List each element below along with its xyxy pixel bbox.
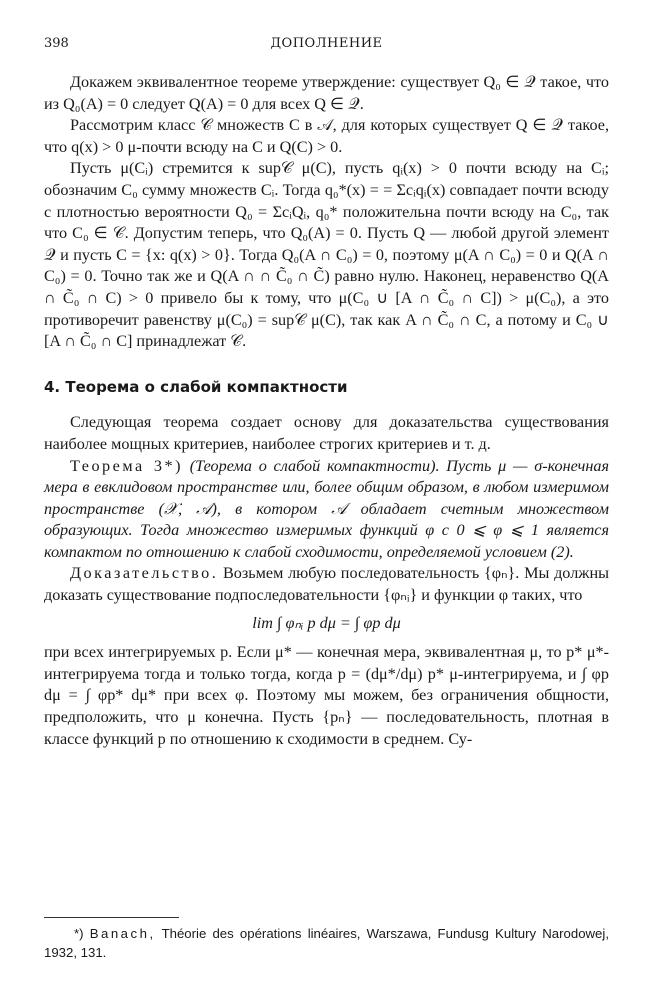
paragraph-2: Рассмотрим класс 𝒞 множеств C в 𝒜, для которых существует Q ∈ 𝒬 такое, что q(x) > 0 μ-почти всюду на C и Q(C) > 0. [44,116,609,156]
footnote-marker: *) [74,926,84,941]
main-text [44,72,609,750]
footnote-rule [44,917,179,918]
section-title: 4. Теорема о слабой компактности [44,377,348,396]
theorem-name: (Теорема о слабой компактности). [189,456,440,475]
footnote-text: Théorie des opérations linéaires, Warszawa, Fundusg Kultury Narodowej, 1932, 131. [44,926,609,960]
page-number: 398 [44,36,69,51]
footnote-author: Banach, [89,926,156,941]
proof-paragraph [44,563,609,606]
footnote [44,924,609,962]
proof-text: Возьмем любую последовательность {φₙ}. Мы должны доказать существование подпоследовательности {φₙᵢ} и функции φ таких, что [44,564,609,605]
paragraph-1: Докажем эквивалентное теореме утверждение: существует Q₀ ∈ 𝒬 такое, что из Q₀(A) = 0 следует Q(A) = 0 для всех Q ∈ 𝒬. [44,73,609,113]
paragraph-5: при всех интегрируемых p. Если μ* — конечная мера, эквивалентная μ, то p* μ*-интегрируема тогда и только тогда, когда p = (dμ*/dμ) p* μ-интегрируема, и ∫ φp dμ = ∫ φp* dμ* при всех φ. Поэтому мы можем, без ограничения общности, предположить, что μ конечна. Пусть {pₙ} — последовательность, плотная в классе функций p по отношению к сходимости в среднем. Су- [44,643,609,748]
theorem-label: Теорема 3*) [70,456,183,475]
display-equation: lim ∫ φₙᵢ p dμ = ∫ φp dμ [252,613,401,632]
paragraph-3: Пусть μ(Cᵢ) стремится к sup𝒞 μ(C), пусть qᵢ(x) > 0 почти всюду на Cᵢ; обозначим C₀ сумму множеств Cᵢ. Тогда q₀*(x) = = Σcᵢqᵢ(x) совпадает почти всюду с плотностью вероятности Q₀ = ΣcᵢQᵢ, q₀* положительна почти всюду на C₀, так что C₀ ∈ 𝒞. Допустим теперь, что Q₀(A) = 0. Пусть Q — любой другой элемент 𝒬 и пусть C = {x: q(x) > 0}. Тогда Q₀(A ∩ C₀) = 0, поэтому μ(A ∩ C₀) = 0 и Q(A ∩ C₀) = 0. Точно так же и Q(A ∩ ∩ C̃₀ ∩ C̃) равно нулю. Наконец, неравенство Q(A ∩ C̃₀ ∩ C) > 0 привело бы к тому, что μ(C₀ ∪ [A ∩ C̃₀ ∩ C]) > μ(C₀), а это противоречит равенству μ(C₀) = sup𝒞 μ(C), так как A ∩ C̃₀ ∩ C, а потому и C₀ ∪ [A ∩ C̃₀ ∩ C] принадлежат 𝒞. [44,159,609,351]
paragraph-4: Следующая теорема создает основу для доказательства существования наиболее мощных критериев, наиболее строгих критериев и т. д. [44,413,609,453]
page-header [44,36,609,56]
theorem-paragraph [44,456,609,564]
proof-label: Доказательство. [70,564,219,583]
running-title: ДОПОЛНЕНИЕ [270,36,383,51]
theorem-body: Пусть μ — σ-конечная мера в евклидовом пространстве или, более общим образом, в любом измеримом пространстве (𝒳, 𝒜), в котором 𝒜 обладает счетным множеством образующих. Тогда множество измеримых функций φ с 0 ⩽ φ ⩽ 1 является компактом по отношению к слабой сходимости, определяемой условием (2). [44,456,610,561]
